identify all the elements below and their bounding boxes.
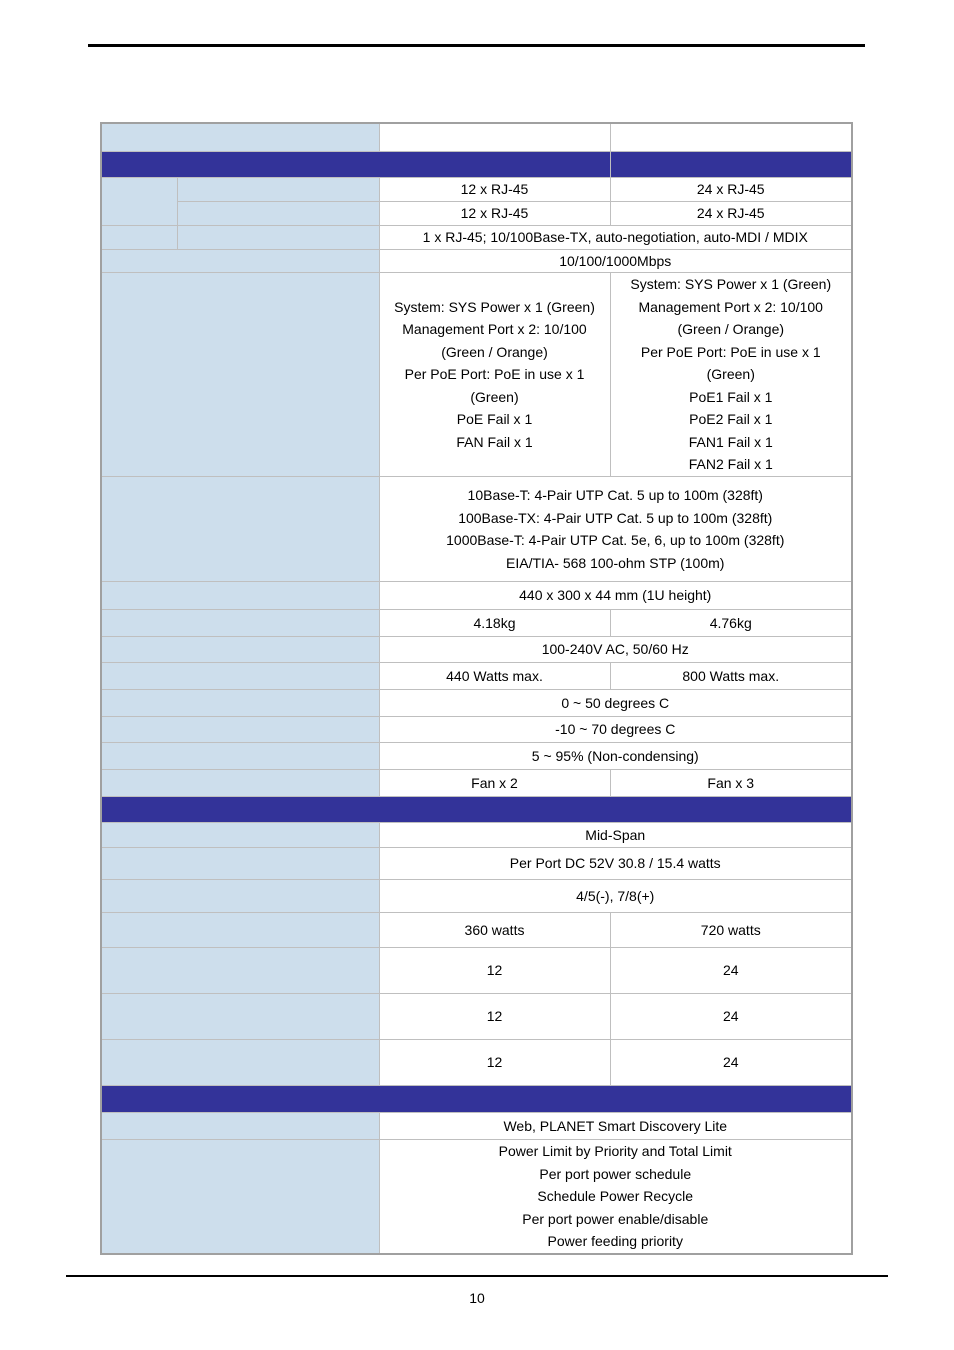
label-cell bbox=[101, 477, 379, 582]
value-cell: 12 bbox=[379, 948, 610, 994]
label-cell bbox=[101, 610, 379, 637]
value-cell: 24 bbox=[610, 994, 852, 1040]
footer-rule bbox=[66, 1275, 888, 1277]
section-header bbox=[101, 151, 852, 177]
table-row bbox=[101, 948, 852, 994]
page-number: 10 bbox=[469, 1290, 485, 1306]
label-cell bbox=[101, 273, 379, 477]
value-cell: 440 x 300 x 44 mm (1U height) bbox=[379, 582, 852, 610]
table-row bbox=[101, 273, 852, 477]
label-cell bbox=[101, 848, 379, 880]
table-row bbox=[101, 690, 852, 717]
table-row bbox=[101, 717, 852, 743]
table-row bbox=[101, 225, 852, 249]
table-row bbox=[101, 743, 852, 770]
table-row bbox=[101, 913, 852, 948]
label-cell bbox=[101, 948, 379, 994]
label-cell bbox=[101, 1113, 379, 1140]
value-cell: 24 bbox=[610, 1040, 852, 1086]
label-cell bbox=[101, 1040, 379, 1086]
table-row bbox=[101, 1140, 852, 1254]
label-cell bbox=[101, 690, 379, 717]
value-cell: 1 x RJ-45; 10/100Base-TX, auto-negotiation, auto-MDI / MDIX bbox=[379, 225, 852, 249]
led-model-b: System: SYS Power x 1 (Green) Management Port x 2: 10/100 (Green / Orange) Per PoE Port: PoE in use x 1 (Green) PoE1 Fail x 1 PoE2 Fail x 1 FAN1 Fail x 1 FAN2 Fail x 1 bbox=[610, 273, 852, 477]
table-row bbox=[101, 249, 852, 273]
model-b-cell bbox=[610, 123, 852, 151]
label-cell bbox=[101, 637, 379, 663]
value-cell: 24 x RJ-45 bbox=[610, 177, 852, 201]
table-row bbox=[101, 477, 852, 582]
label-cell bbox=[101, 770, 379, 797]
label-cell bbox=[101, 663, 379, 690]
value-cell: 12 bbox=[379, 1040, 610, 1086]
value-cell: 100-240V AC, 50/60 Hz bbox=[379, 637, 852, 663]
value-cell: Fan x 2 bbox=[379, 770, 610, 797]
table-row bbox=[101, 994, 852, 1040]
label-cell bbox=[101, 994, 379, 1040]
led-model-a: System: SYS Power x 1 (Green) Management Port x 2: 10/100 (Green / Orange) Per PoE Port: PoE in use x 1 (Green) PoE Fail x 1 FAN Fail x 1 bbox=[379, 273, 610, 477]
table-row bbox=[101, 582, 852, 610]
table-row bbox=[101, 848, 852, 880]
value-cell: Mid-Span bbox=[379, 823, 852, 848]
header-rule bbox=[88, 44, 865, 47]
value-cell: 10/100/1000Mbps bbox=[379, 249, 852, 273]
label-cell bbox=[177, 201, 379, 225]
table-row bbox=[101, 1040, 852, 1086]
table-row bbox=[101, 123, 852, 151]
value-cell: 4/5(-), 7/8(+) bbox=[379, 880, 852, 913]
section-header bbox=[101, 797, 852, 823]
model-a-cell bbox=[379, 123, 610, 151]
value-cell: 440 Watts max. bbox=[379, 663, 610, 690]
value-cell: 4.76kg bbox=[610, 610, 852, 637]
table-row bbox=[101, 177, 852, 201]
table-row bbox=[101, 663, 852, 690]
value-cell: 0 ~ 50 degrees C bbox=[379, 690, 852, 717]
value-cell: 12 x RJ-45 bbox=[379, 177, 610, 201]
value-cell: -10 ~ 70 degrees C bbox=[379, 717, 852, 743]
label-cell bbox=[101, 249, 379, 273]
label-cell bbox=[101, 582, 379, 610]
value-cell: 24 x RJ-45 bbox=[610, 201, 852, 225]
table-row bbox=[101, 770, 852, 797]
label-cell bbox=[101, 880, 379, 913]
label-cell bbox=[101, 717, 379, 743]
label-cell bbox=[101, 1140, 379, 1254]
table-row bbox=[101, 880, 852, 913]
value-cell: 4.18kg bbox=[379, 610, 610, 637]
label-cell bbox=[101, 823, 379, 848]
table-row bbox=[101, 201, 852, 225]
table-row bbox=[101, 823, 852, 848]
value-cell: 5 ~ 95% (Non-condensing) bbox=[379, 743, 852, 770]
label-cell bbox=[101, 743, 379, 770]
label-cell bbox=[177, 177, 379, 201]
table-row bbox=[101, 1113, 852, 1140]
label-cell bbox=[101, 913, 379, 948]
features-cell: Power Limit by Priority and Total Limit Per port power schedule Schedule Power Recycle Per port power enable/disable Power feeding priority bbox=[379, 1140, 852, 1254]
table-row bbox=[101, 637, 852, 663]
value-cell: Fan x 3 bbox=[610, 770, 852, 797]
table-row bbox=[101, 610, 852, 637]
value-cell: Web, PLANET Smart Discovery Lite bbox=[379, 1113, 852, 1140]
value-cell: 24 bbox=[610, 948, 852, 994]
spec-table bbox=[100, 122, 853, 1255]
section-header bbox=[101, 1086, 852, 1113]
label-cell bbox=[177, 225, 379, 249]
value-cell: 800 Watts max. bbox=[610, 663, 852, 690]
value-cell: 12 bbox=[379, 994, 610, 1040]
label-cell bbox=[101, 123, 379, 151]
value-cell: 360 watts bbox=[379, 913, 610, 948]
label-cell bbox=[101, 177, 177, 225]
cabling-cell: 10Base-T: 4-Pair UTP Cat. 5 up to 100m (328ft) 100Base-TX: 4-Pair UTP Cat. 5 up to 100m (328ft) 1000Base-T: 4-Pair UTP Cat. 5e, 6, up to 100m (328ft) EIA/TIA- 568 100-ohm STP (100m) bbox=[379, 477, 852, 582]
value-cell: 720 watts bbox=[610, 913, 852, 948]
label-cell bbox=[101, 225, 177, 249]
value-cell: Per Port DC 52V 30.8 / 15.4 watts bbox=[379, 848, 852, 880]
value-cell: 12 x RJ-45 bbox=[379, 201, 610, 225]
